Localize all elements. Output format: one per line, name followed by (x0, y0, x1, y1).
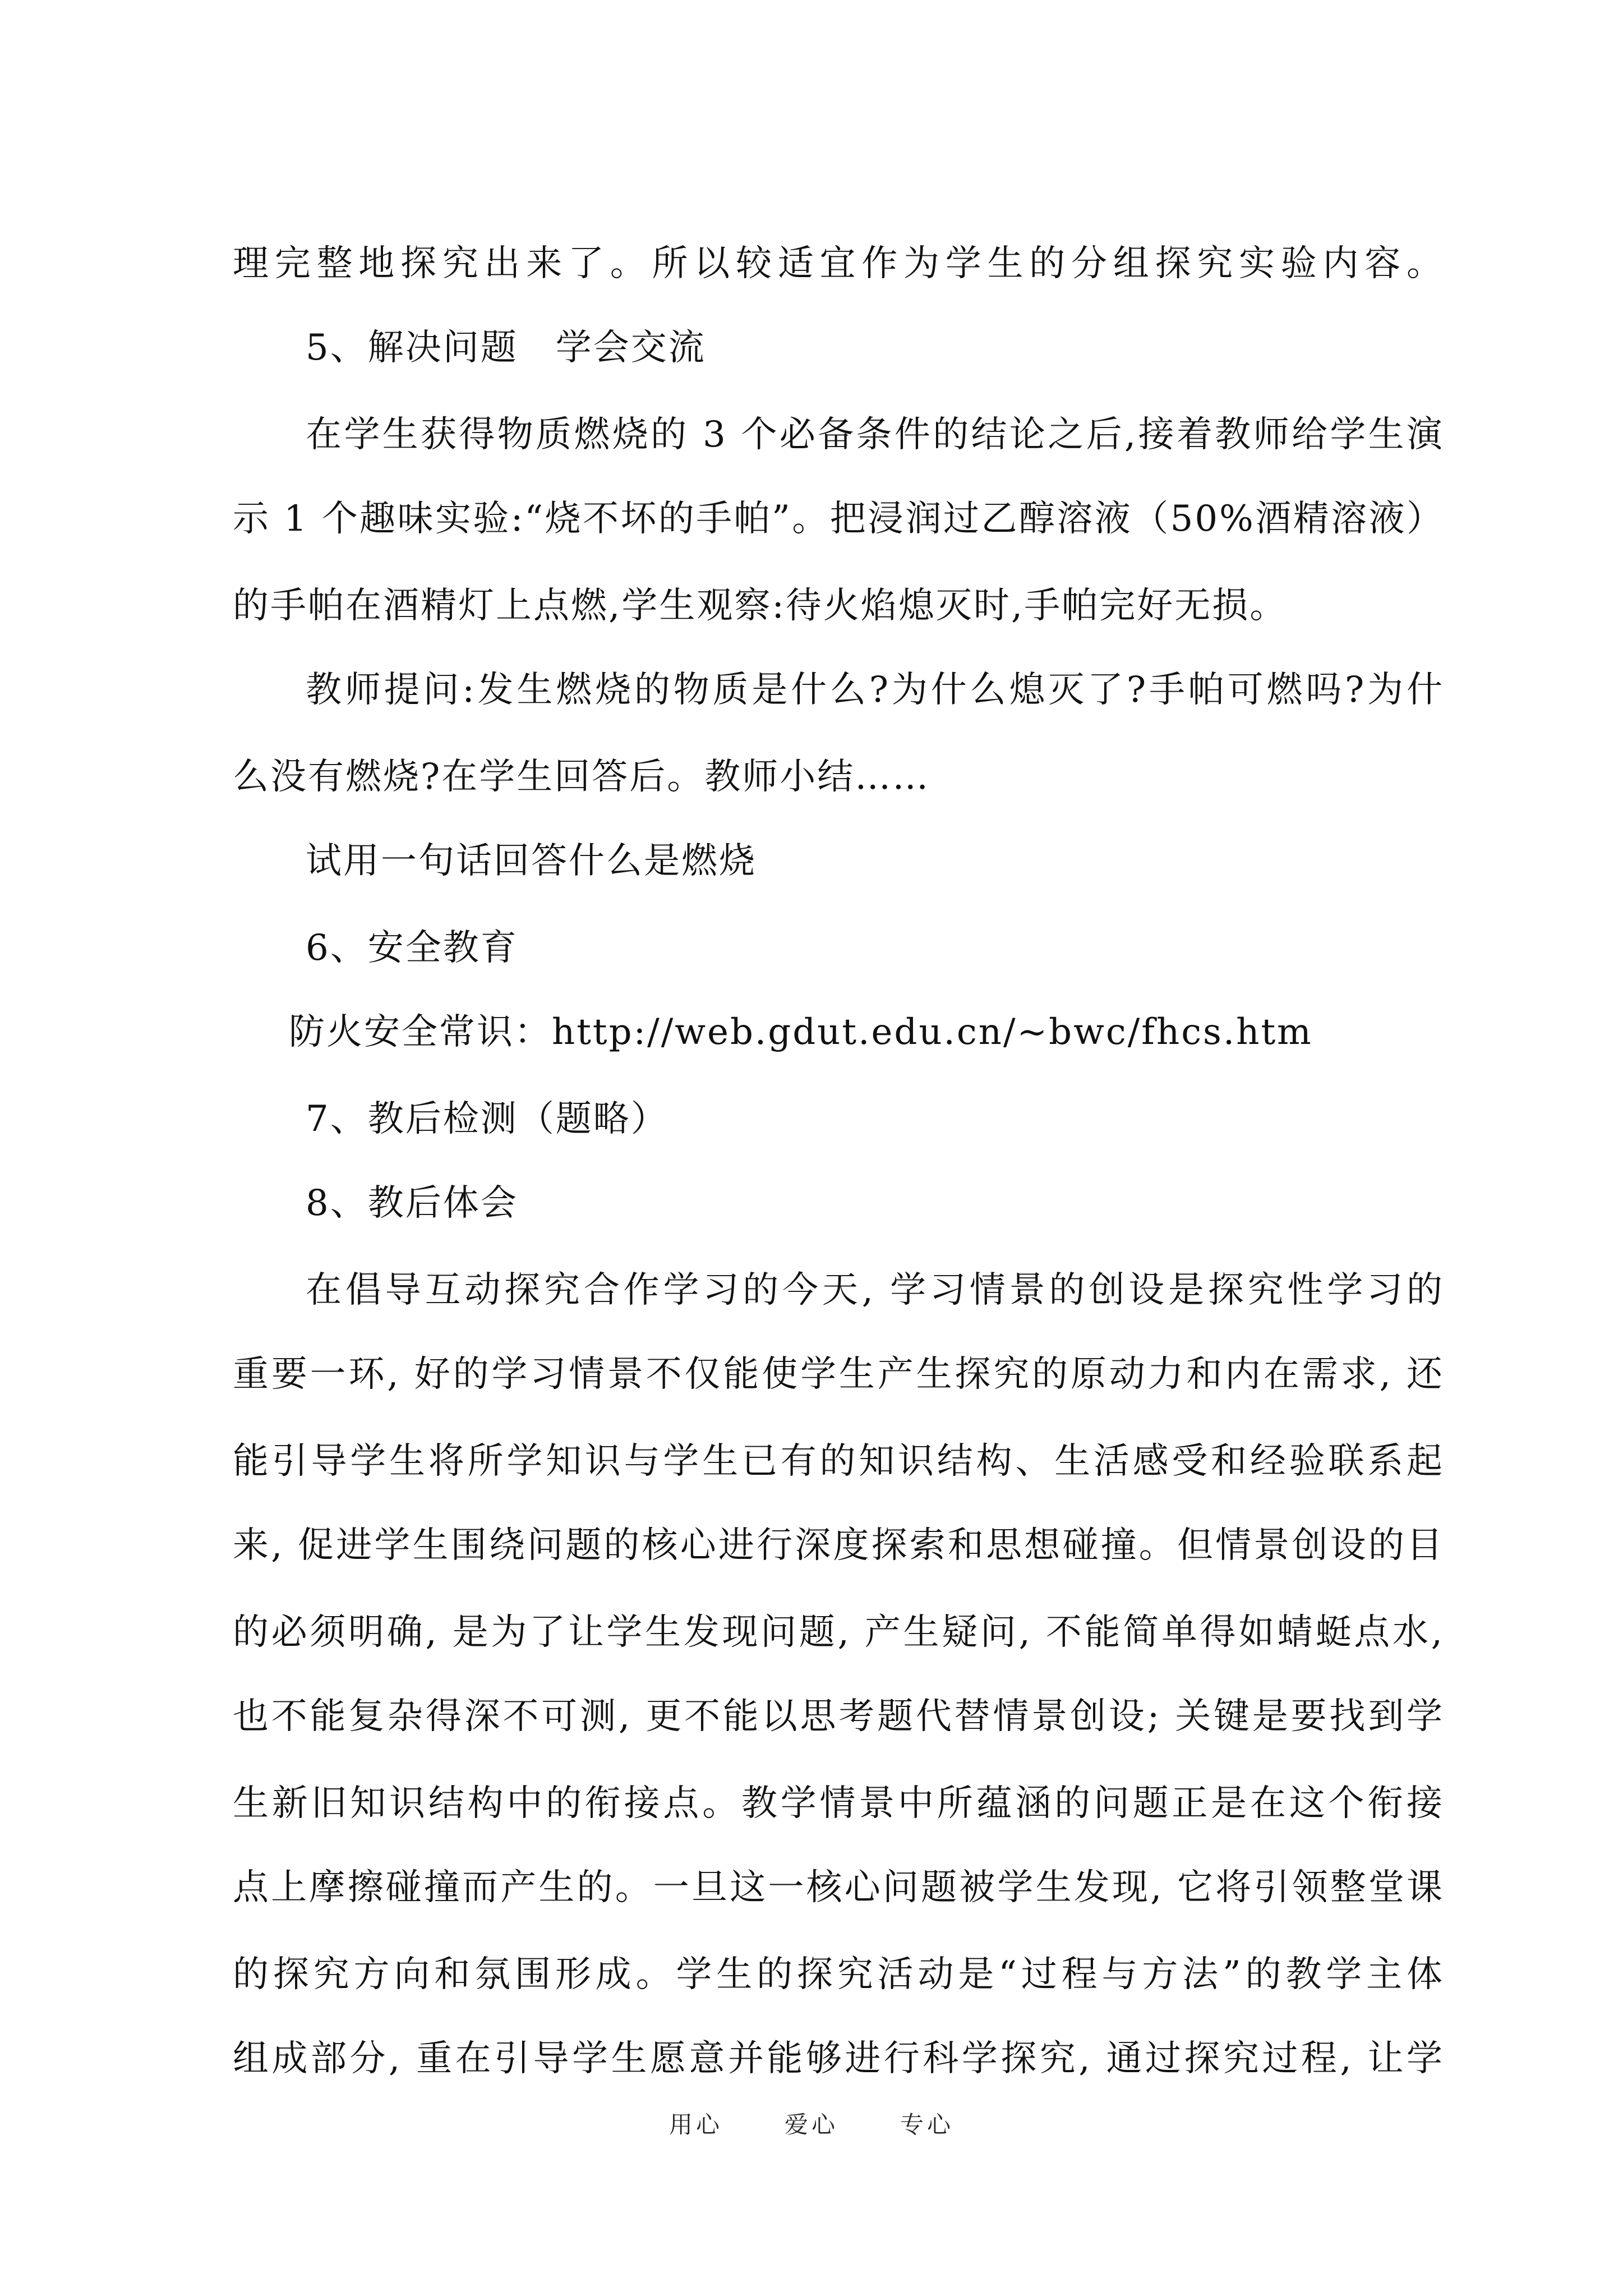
paragraph-line: 的必须明确, 是为了让学生发现问题, 产生疑问, 不能简单得如蜻蜓点水, (233, 1612, 1444, 1653)
page-footer (0, 2108, 1623, 2142)
paragraph-line: 在学生获得物质燃烧的 3 个必备条件的结论之后,接着教师给学生演 (306, 414, 1444, 455)
section-heading-8: 8、教后体会 (306, 1182, 518, 1224)
paragraph-line: 点上摩擦碰撞而产生的。一旦这一核心问题被学生发现, 它将引领整堂课 (233, 1867, 1444, 1908)
footer-motto: 专心 (900, 2111, 955, 2138)
paragraph-line: 试用一句话回答什么是燃烧 (306, 840, 757, 882)
footer-motto: 爱心 (784, 2111, 838, 2138)
paragraph-line: 也不能复杂得深不可测, 更不能以思考题代替情景创设; 关键是要找到学 (233, 1696, 1444, 1737)
paragraph-line: 在倡导互动探究合作学习的今天, 学习情景的创设是探究性学习的 (306, 1269, 1444, 1311)
footer-motto: 用心 (668, 2111, 723, 2138)
section-heading-7: 7、教后检测（题略） (306, 1098, 668, 1140)
paragraph-line: 么没有燃烧?在学生回答后。教师小结…… (233, 756, 930, 798)
fire-safety-link-line: 防火安全常识：http://web.gdut.edu.cn/~bwc/fhcs.htm (289, 1011, 1313, 1053)
paragraph-line: 的探究方向和氛围形成。学生的探究活动是“过程与方法”的教学主体 (233, 1954, 1444, 1995)
paragraph-line: 生新旧知识结构中的衔接点。教学情景中所蕴涵的问题正是在这个衔接 (233, 1783, 1444, 1824)
paragraph-line: 的手帕在酒精灯上点燃,学生观察:待火焰熄灭时,手帕完好无损。 (233, 585, 1288, 627)
section-heading-5: 5、解决问题 学会交流 (306, 327, 706, 369)
paragraph-line: 能引导学生将所学知识与学生已有的知识结构、生活感受和经验联系起 (233, 1441, 1444, 1482)
paragraph-line: 组成部分, 重在引导学生愿意并能够进行科学探究, 通过探究过程, 让学 (233, 2038, 1444, 2079)
paragraph-line: 示 1 个趣味实验:“烧不坏的手帕”。把浸润过乙醇溶液（50%酒精溶液） (233, 498, 1444, 540)
paragraph-line: 来, 促进学生围绕问题的核心进行深度探索和思想碰撞。但情景创设的目 (233, 1525, 1444, 1566)
paragraph-line: 教师提问:发生燃烧的物质是什么?为什么熄灭了?手帕可燃吗?为什 (306, 669, 1444, 711)
paragraph-line: 重要一环, 好的学习情景不仅能使学生产生探究的原动力和内在需求, 还 (233, 1354, 1444, 1395)
section-heading-6: 6、安全教育 (306, 927, 518, 969)
paragraph-line: 理完整地探究出来了。所以较适宜作为学生的分组探究实验内容。 (233, 243, 1444, 284)
